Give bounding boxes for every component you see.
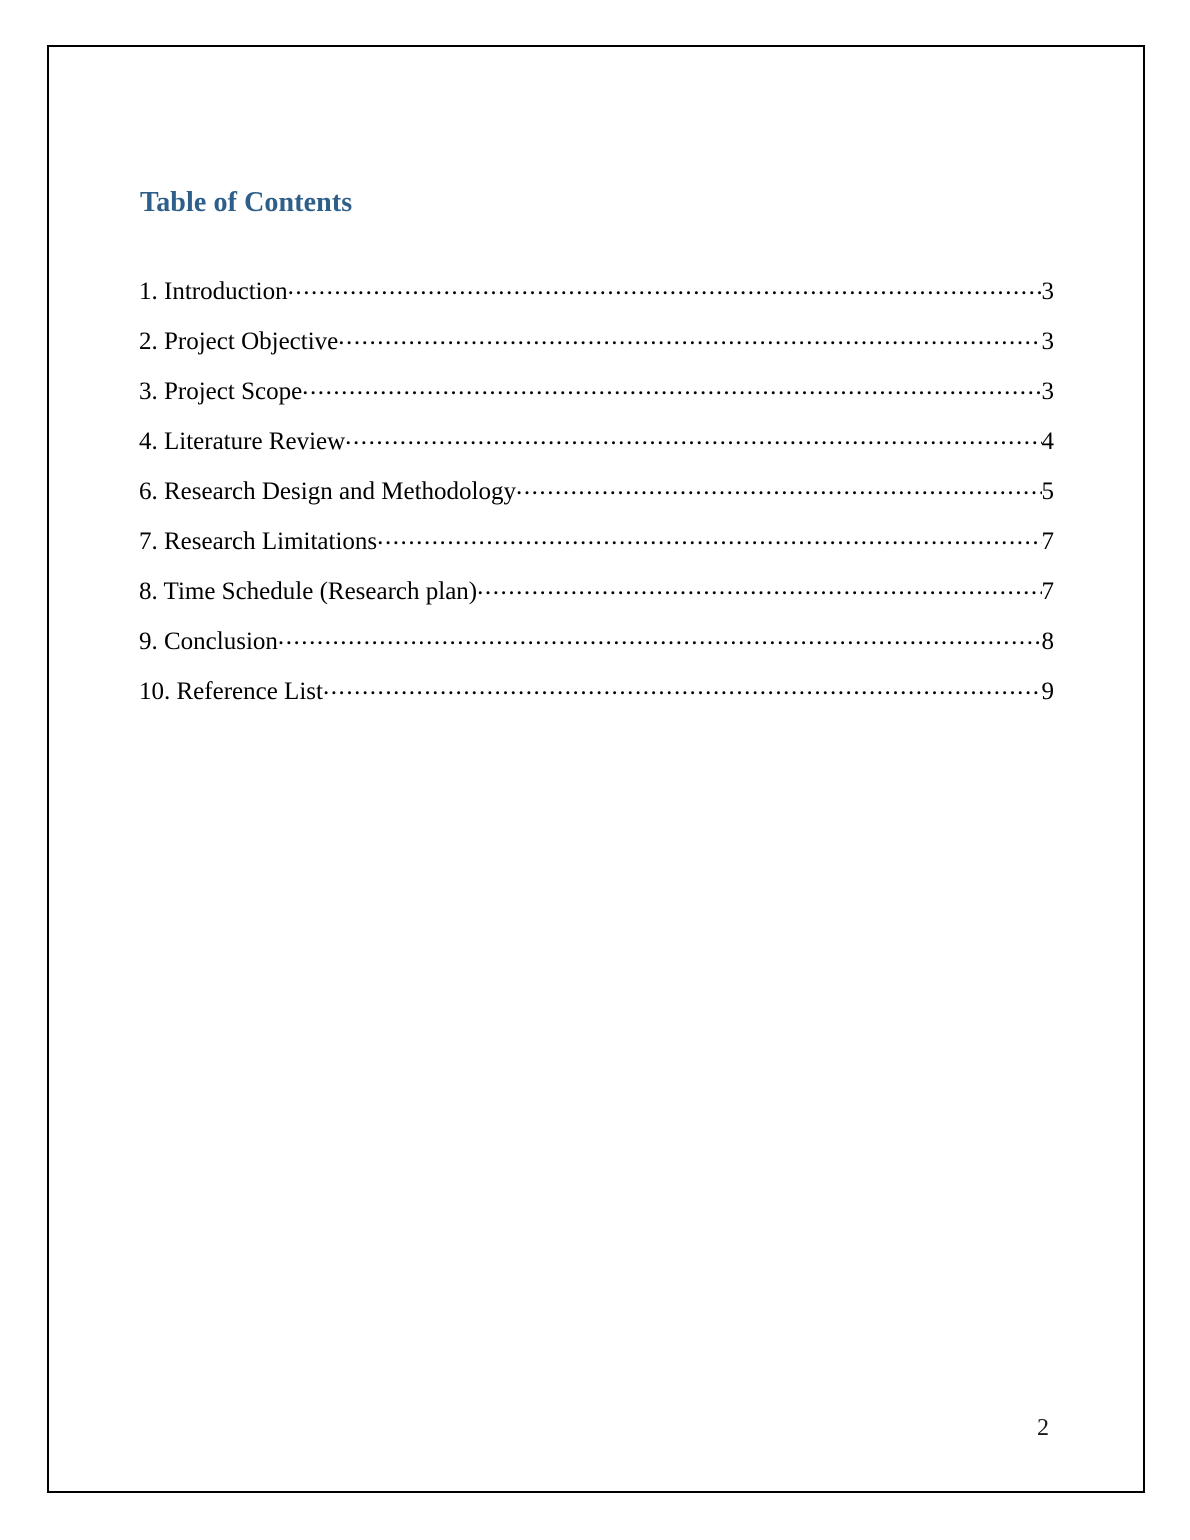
toc-dot-leader: [477, 574, 1041, 599]
toc-entry-page-number: 9: [1041, 678, 1054, 705]
toc-entry[interactable]: [139, 524, 1054, 574]
toc-dot-leader: [323, 674, 1042, 699]
toc-entry-page-number: 8: [1041, 628, 1054, 655]
toc-entry[interactable]: [139, 624, 1054, 674]
toc-entry-label: 8. Time Schedule (Research plan): [139, 578, 478, 605]
toc-dot-leader: [338, 324, 1041, 349]
toc-entry-label: 2. Project Objective: [139, 328, 339, 355]
page-border-frame: [47, 45, 1145, 1493]
toc-entry-label: 7. Research Limitations: [139, 528, 378, 555]
toc-entry[interactable]: [139, 324, 1054, 374]
toc-entry-label: 1. Introduction: [139, 278, 288, 305]
toc-entry-label: 9. Conclusion: [139, 628, 278, 655]
toc-entry-page-number: 7: [1041, 528, 1054, 555]
toc-entry[interactable]: [139, 574, 1054, 624]
toc-entry-page-number: 4: [1041, 428, 1054, 455]
toc-entry-page-number: 5: [1041, 478, 1054, 505]
toc-dot-leader: [345, 424, 1041, 449]
toc-dot-leader: [278, 624, 1042, 649]
page-content-area: [49, 47, 1143, 1491]
toc-entry[interactable]: [139, 274, 1054, 324]
toc-entry[interactable]: [139, 374, 1054, 424]
toc-dot-leader: [288, 274, 1042, 299]
table-of-contents-list: [139, 274, 1054, 724]
toc-entry[interactable]: [139, 424, 1054, 474]
toc-dot-leader: [302, 374, 1041, 399]
toc-entry-page-number: 3: [1041, 328, 1054, 355]
toc-dot-leader: [377, 524, 1041, 549]
toc-dot-leader: [516, 474, 1041, 499]
toc-entry-page-number: 7: [1041, 578, 1054, 605]
toc-entry-label: 3. Project Scope: [139, 378, 303, 405]
page-title: Table of Contents: [140, 187, 353, 218]
toc-entry-label: 4. Literature Review: [139, 428, 346, 455]
toc-entry[interactable]: [139, 474, 1054, 524]
toc-entry-page-number: 3: [1041, 278, 1054, 305]
toc-entry-label: 6. Research Design and Methodology: [139, 478, 517, 505]
toc-entry-page-number: 3: [1041, 378, 1054, 405]
toc-entry-label: 10. Reference List: [139, 678, 323, 705]
toc-entry[interactable]: [139, 674, 1054, 724]
footer-page-number: 2: [1037, 1415, 1049, 1441]
